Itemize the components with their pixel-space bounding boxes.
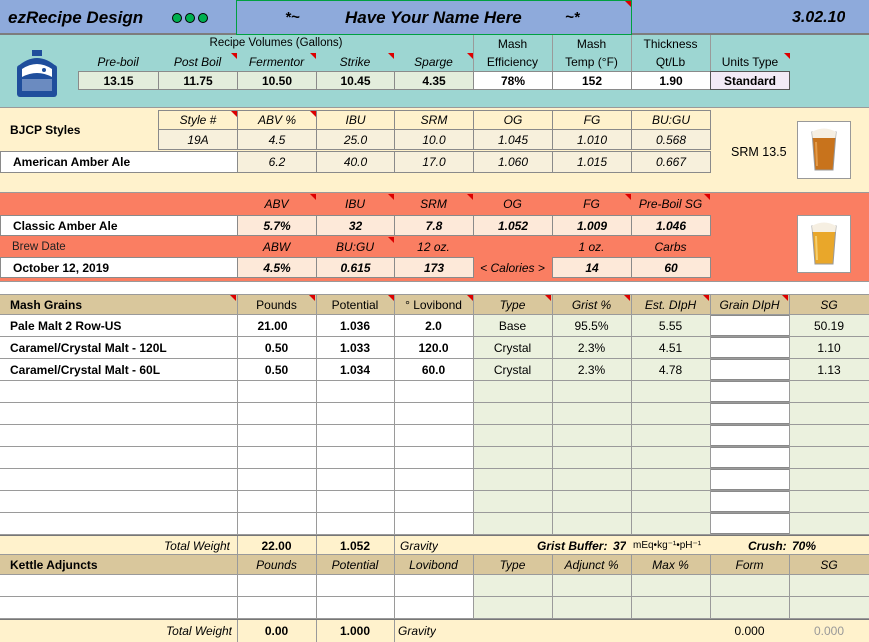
- adjunct-form-cell: [710, 597, 789, 618]
- grain-diph-input[interactable]: [710, 513, 790, 534]
- grains-header-pounds: Pounds: [256, 298, 297, 312]
- grain-grist-cell: [552, 381, 631, 402]
- grain-name-cell[interactable]: [0, 513, 237, 534]
- grain-name-cell[interactable]: [0, 447, 237, 468]
- bjcp-header-ibu: IBU: [316, 110, 395, 130]
- grain-lovibond-cell[interactable]: [394, 469, 473, 490]
- grain-lovibond-cell[interactable]: [394, 491, 473, 512]
- grain-pounds-cell[interactable]: [237, 425, 316, 446]
- adjuncts-total-row: [0, 619, 869, 642]
- bjcp-header-srm: SRM: [394, 110, 474, 130]
- bjcp-bugu-min: 0.568: [631, 129, 711, 150]
- adjunct-row-1: [0, 575, 869, 597]
- grain-diph-input[interactable]: [710, 491, 790, 512]
- bjcp-styles-label: BJCP Styles: [10, 123, 81, 137]
- grain-type-cell: Base: [473, 315, 552, 336]
- bjcp-og-max: 1.060: [473, 151, 553, 173]
- sparge-volume: 4.35: [394, 71, 474, 90]
- bjcp-header-og: OG: [473, 110, 553, 130]
- grain-sg-cell: 50.19: [789, 315, 869, 336]
- grain-est-diph-cell: [631, 513, 710, 534]
- recipe-header-bugu: BU:GU: [316, 237, 394, 257]
- adjunct-row-2: [0, 597, 869, 619]
- grain-row-5: [0, 403, 869, 425]
- brewer-name: Have Your Name Here: [345, 7, 522, 27]
- recipe-abw: 4.5%: [237, 257, 317, 278]
- adjuncts-gravity-value: 1.000: [339, 624, 371, 638]
- adjunct-potential-cell[interactable]: [316, 575, 394, 596]
- preboil-volume: 13.15: [78, 71, 159, 90]
- name-banner[interactable]: [236, 0, 632, 35]
- bjcp-header-fg: FG: [552, 110, 632, 130]
- recipe-abv: 5.7%: [237, 215, 317, 236]
- postboil-volume: 11.75: [158, 71, 238, 90]
- grains-gravity-label: Gravity: [400, 538, 439, 553]
- mash-temp-label-2: Temp (°F): [565, 55, 618, 69]
- grains-header-lovibond: ° Lovibond: [405, 298, 462, 312]
- brew-date-input[interactable]: October 12, 2019: [0, 257, 238, 278]
- postboil-header: Post Boil: [158, 53, 237, 71]
- grains-total-label: Total Weight: [163, 538, 230, 553]
- adjuncts-sg-total: 0.000: [813, 624, 845, 638]
- adjunct-sg-cell: [789, 597, 869, 618]
- grain-name-cell[interactable]: [0, 403, 237, 424]
- recipe-section: [0, 193, 869, 282]
- bjcp-srm-min: 10.0: [394, 129, 474, 150]
- grain-potential-cell[interactable]: [316, 447, 394, 468]
- adjunct-pounds-cell[interactable]: [237, 575, 316, 596]
- bjcp-bugu-max: 0.667: [631, 151, 711, 173]
- calories-label: < Calories >: [480, 260, 545, 275]
- bjcp-ibu-min: 25.0: [316, 129, 395, 150]
- grain-est-diph-cell: [631, 447, 710, 468]
- grain-pounds-cell[interactable]: [237, 447, 316, 468]
- recipe-beer-glass-icon: [797, 215, 851, 273]
- adjunct-form-cell: [710, 575, 789, 596]
- status-dot-3: [198, 13, 208, 23]
- brew-date-label: Brew Date: [12, 241, 66, 253]
- adjuncts-table: [0, 575, 869, 619]
- grain-est-diph-cell: 5.55: [631, 315, 710, 336]
- grain-sg-cell: [789, 425, 869, 446]
- grain-est-diph-cell: [631, 403, 710, 424]
- status-dots: [172, 0, 208, 35]
- recipe-fg: 1.009: [552, 215, 632, 236]
- adjuncts-header-lovibond: Lovibond: [409, 557, 458, 572]
- grain-sg-cell: [789, 513, 869, 534]
- adjuncts-header-percent: Adjunct %: [564, 557, 619, 572]
- grain-pounds-cell[interactable]: [237, 403, 316, 424]
- adjunct-sg-cell: [789, 575, 869, 596]
- grain-pounds-cell[interactable]: [237, 381, 316, 402]
- bjcp-section: [0, 108, 869, 193]
- bjcp-srm-max: 17.0: [394, 151, 474, 173]
- version-number: 3.02.10: [792, 8, 846, 26]
- grain-diph-input[interactable]: [710, 447, 790, 468]
- grist-buffer-label: Grist Buffer:: [537, 538, 608, 553]
- grain-lovibond-cell[interactable]: [394, 403, 473, 424]
- grain-potential-cell[interactable]: [316, 491, 394, 512]
- grain-grist-cell: [552, 513, 631, 534]
- fermentor-volume[interactable]: 10.50: [237, 71, 317, 90]
- grain-name-cell[interactable]: [0, 491, 237, 512]
- thickness-input[interactable]: 1.90: [631, 71, 711, 90]
- adjunct-potential-cell[interactable]: [316, 597, 394, 618]
- thickness-label-2: Qt/Lb: [655, 55, 686, 69]
- style-beer-glass-icon: [797, 121, 851, 179]
- volumes-title: Recipe Volumes (Gallons): [209, 37, 343, 49]
- grain-row-2: [0, 337, 869, 359]
- preboil-header: Pre-boil: [97, 55, 139, 69]
- recipe-header-1oz: 1 oz.: [578, 240, 605, 254]
- grain-diph-input[interactable]: [710, 425, 790, 446]
- recipe-header-abw: ABW: [262, 240, 291, 254]
- recipe-header-preboil: Pre-Boil SG: [631, 194, 710, 214]
- grain-sg-cell: [789, 403, 869, 424]
- grains-header-name: Mash Grains: [10, 298, 83, 312]
- grain-pounds-cell[interactable]: [237, 491, 316, 512]
- grain-pounds-cell[interactable]: [237, 469, 316, 490]
- mash-eff-label-2: Efficiency: [486, 55, 539, 69]
- grain-lovibond-cell[interactable]: [394, 381, 473, 402]
- grain-potential-cell[interactable]: 1.036: [316, 315, 394, 336]
- grains-gravity-value: 1.052: [339, 538, 371, 553]
- grain-est-diph-cell: [631, 469, 710, 490]
- recipe-calories-1oz: 14: [552, 257, 632, 278]
- grain-name-cell[interactable]: [0, 469, 237, 490]
- grist-buffer-value: 37: [613, 538, 627, 553]
- grain-pounds-cell[interactable]: 0.50: [237, 337, 316, 358]
- recipe-header-srm: SRM: [394, 194, 473, 214]
- grain-diph-input[interactable]: [710, 315, 790, 336]
- grain-sg-cell: [789, 381, 869, 402]
- grain-est-diph-cell: 4.78: [631, 359, 710, 380]
- grain-sg-cell: 1.13: [789, 359, 869, 380]
- adjuncts-header-type: Type: [499, 557, 526, 572]
- grain-row-4: [0, 381, 869, 403]
- grain-lovibond-cell[interactable]: 2.0: [394, 315, 473, 336]
- grains-header-grist: Grist %: [571, 298, 612, 312]
- adjunct-type-cell: [473, 575, 552, 596]
- units-type-select[interactable]: Standard: [710, 71, 790, 90]
- grain-grist-cell: 2.3%: [552, 337, 631, 358]
- adjuncts-header-name: Kettle Adjuncts: [10, 557, 98, 572]
- grain-est-diph-cell: 4.51: [631, 337, 710, 358]
- recipe-header-og: OG: [503, 197, 522, 211]
- bjcp-header-abv: ABV %: [237, 110, 317, 130]
- grain-type-cell: [473, 513, 552, 534]
- adjuncts-header-row: [0, 555, 869, 575]
- grain-lovibond-cell[interactable]: [394, 425, 473, 446]
- grain-grist-cell: 2.3%: [552, 359, 631, 380]
- grain-row-6: [0, 425, 869, 447]
- grain-sg-cell: [789, 447, 869, 468]
- mash-temp-label: Mash: [576, 37, 607, 51]
- grain-type-cell: [473, 381, 552, 402]
- adjuncts-form-total: 0.000: [734, 624, 765, 638]
- grain-name-cell[interactable]: [0, 425, 237, 446]
- grain-type-cell: Crystal: [473, 337, 552, 358]
- grain-type-cell: [473, 447, 552, 468]
- recipe-ibu: 32: [316, 215, 395, 236]
- strike-header: Strike: [316, 53, 394, 71]
- strike-volume: 10.45: [316, 71, 395, 90]
- mash-efficiency-input[interactable]: 78%: [473, 71, 553, 90]
- recipe-og: 1.052: [473, 215, 553, 236]
- bjcp-fg-min: 1.010: [552, 129, 632, 150]
- grain-sg-cell: 1.10: [789, 337, 869, 358]
- bjcp-fg-max: 1.015: [552, 151, 632, 173]
- grain-type-cell: [473, 425, 552, 446]
- comment-marker: [625, 1, 631, 7]
- grains-header-sg: SG: [820, 298, 838, 312]
- status-dot-2: [185, 13, 195, 23]
- style-name-select[interactable]: American Amber Ale: [0, 151, 238, 173]
- recipe-header-fg: FG: [552, 194, 631, 214]
- bjcp-ibu-max: 40.0: [316, 151, 395, 173]
- adjuncts-header-sg: SG: [820, 557, 838, 572]
- grains-header-row: [0, 294, 869, 315]
- grain-name-cell[interactable]: Pale Malt 2 Row-US: [0, 315, 237, 336]
- grain-diph-input[interactable]: [710, 469, 790, 490]
- grain-grist-cell: [552, 403, 631, 424]
- adjunct-max-cell: [631, 575, 710, 596]
- grain-est-diph-cell: [631, 381, 710, 402]
- grain-lovibond-cell[interactable]: 120.0: [394, 337, 473, 358]
- grain-diph-input[interactable]: [710, 403, 790, 424]
- adjunct-lovibond-cell[interactable]: [394, 597, 473, 618]
- status-dot-1: [172, 13, 182, 23]
- adjunct-percent-cell: [552, 575, 631, 596]
- bjcp-abv-min: 4.5: [237, 129, 317, 150]
- grain-lovibond-cell[interactable]: [394, 513, 473, 534]
- adjuncts-header-potential: Potential: [331, 557, 379, 572]
- grain-sg-cell: [789, 491, 869, 512]
- recipe-preboil-sg: 1.046: [631, 215, 711, 236]
- fermentor-header: Fermentor: [237, 53, 316, 71]
- grain-lovibond-cell[interactable]: 60.0: [394, 359, 473, 380]
- grain-type-cell: [473, 491, 552, 512]
- grain-diph-input[interactable]: [710, 359, 790, 380]
- grain-row-7: [0, 447, 869, 469]
- grains-header-type: Type: [499, 298, 526, 312]
- adjunct-name-cell[interactable]: [0, 597, 237, 618]
- mash-temp-input[interactable]: 152: [552, 71, 632, 90]
- grain-grist-cell: [552, 491, 631, 512]
- sparge-header: Sparge: [394, 53, 473, 71]
- grain-potential-cell[interactable]: [316, 403, 394, 424]
- recipe-header-abv: ABV: [237, 194, 316, 214]
- adjunct-name-cell[interactable]: [0, 575, 237, 596]
- srm-value-label: SRM 13.5: [731, 145, 787, 159]
- grains-total-weight: 22.00: [261, 538, 292, 553]
- grain-row-10: [0, 513, 869, 535]
- adjuncts-header-form: Form: [735, 557, 764, 572]
- grains-table: [0, 315, 869, 535]
- grain-name-cell[interactable]: Caramel/Crystal Malt - 60L: [0, 359, 237, 380]
- bjcp-header-bugu: BU:GU: [631, 110, 711, 130]
- grain-name-cell[interactable]: Caramel/Crystal Malt - 120L: [0, 337, 237, 358]
- grain-diph-input[interactable]: [710, 337, 790, 358]
- grain-name-cell[interactable]: [0, 381, 237, 402]
- grain-est-diph-cell: [631, 491, 710, 512]
- mash-eff-label: Mash: [497, 37, 528, 51]
- grain-grist-cell: 95.5%: [552, 315, 631, 336]
- grain-type-cell: [473, 469, 552, 490]
- units-type-label: Units Type: [710, 53, 790, 71]
- grain-pounds-cell[interactable]: [237, 513, 316, 534]
- grain-grist-cell: [552, 469, 631, 490]
- adjunct-max-cell: [631, 597, 710, 618]
- grain-grist-cell: [552, 425, 631, 446]
- kettle-logo-icon: [14, 47, 60, 97]
- adjuncts-total-weight: 0.00: [264, 624, 289, 638]
- name-right-mark: ~*: [565, 9, 580, 26]
- adjuncts-header-max: Max %: [652, 557, 689, 572]
- name-left-mark: *~: [285, 9, 300, 26]
- grain-type-cell: [473, 403, 552, 424]
- recipe-header-12oz: 12 oz.: [417, 240, 450, 254]
- title-bar: [0, 0, 869, 35]
- recipe-header-ibu: IBU: [316, 194, 394, 214]
- grist-buffer-units: mEq•kg⁻¹•pH⁻¹: [633, 540, 702, 551]
- grain-pounds-cell[interactable]: 0.50: [237, 359, 316, 380]
- grain-potential-cell[interactable]: [316, 469, 394, 490]
- app-title: ezRecipe Design: [8, 7, 144, 27]
- bjcp-style-number: 19A: [158, 129, 238, 150]
- grain-potential-cell[interactable]: [316, 381, 394, 402]
- bjcp-abv-max: 6.2: [237, 151, 317, 173]
- grains-header-est-diph: Est. DIpH: [644, 298, 697, 312]
- crush-value: 70%: [792, 538, 817, 553]
- recipe-header-carbs: Carbs: [654, 240, 687, 254]
- grain-potential-cell[interactable]: 1.034: [316, 359, 394, 380]
- grain-grist-cell: [552, 447, 631, 468]
- grain-sg-cell: [789, 469, 869, 490]
- grains-total-row: [0, 535, 869, 555]
- grain-type-cell: Crystal: [473, 359, 552, 380]
- bjcp-og-min: 1.045: [473, 129, 553, 150]
- recipe-bugu: 0.615: [316, 257, 395, 278]
- recipe-carbs: 60: [631, 257, 711, 278]
- adjuncts-gravity-label: Gravity: [398, 624, 437, 638]
- volumes-section: [0, 35, 869, 108]
- grains-header-potential: Potential: [331, 298, 379, 312]
- recipe-name-input[interactable]: Classic Amber Ale: [0, 215, 238, 236]
- grain-row-8: [0, 469, 869, 491]
- grain-row-3: [0, 359, 869, 381]
- bjcp-header-style: Style #: [158, 110, 238, 130]
- adjunct-type-cell: [473, 597, 552, 618]
- adjuncts-header-pounds: Pounds: [256, 557, 297, 572]
- grain-row-9: [0, 491, 869, 513]
- thickness-label: Thickness: [643, 37, 698, 51]
- adjunct-percent-cell: [552, 597, 631, 618]
- grain-row-1: [0, 315, 869, 337]
- adjunct-pounds-cell[interactable]: [237, 597, 316, 618]
- recipe-calories-12oz: 173: [394, 257, 474, 278]
- grain-est-diph-cell: [631, 425, 710, 446]
- adjunct-lovibond-cell[interactable]: [394, 575, 473, 596]
- recipe-srm: 7.8: [394, 215, 474, 236]
- grain-potential-cell[interactable]: 1.033: [316, 337, 394, 358]
- grains-header-grain-diph: Grain DIpH: [719, 298, 780, 312]
- grain-pounds-cell[interactable]: 21.00: [237, 315, 316, 336]
- grain-diph-input[interactable]: [710, 381, 790, 402]
- adjuncts-total-label: Total Weight: [165, 624, 232, 638]
- grain-potential-cell[interactable]: [316, 513, 394, 534]
- crush-label: Crush:: [748, 538, 787, 553]
- grain-potential-cell[interactable]: [316, 425, 394, 446]
- grain-lovibond-cell[interactable]: [394, 447, 473, 468]
